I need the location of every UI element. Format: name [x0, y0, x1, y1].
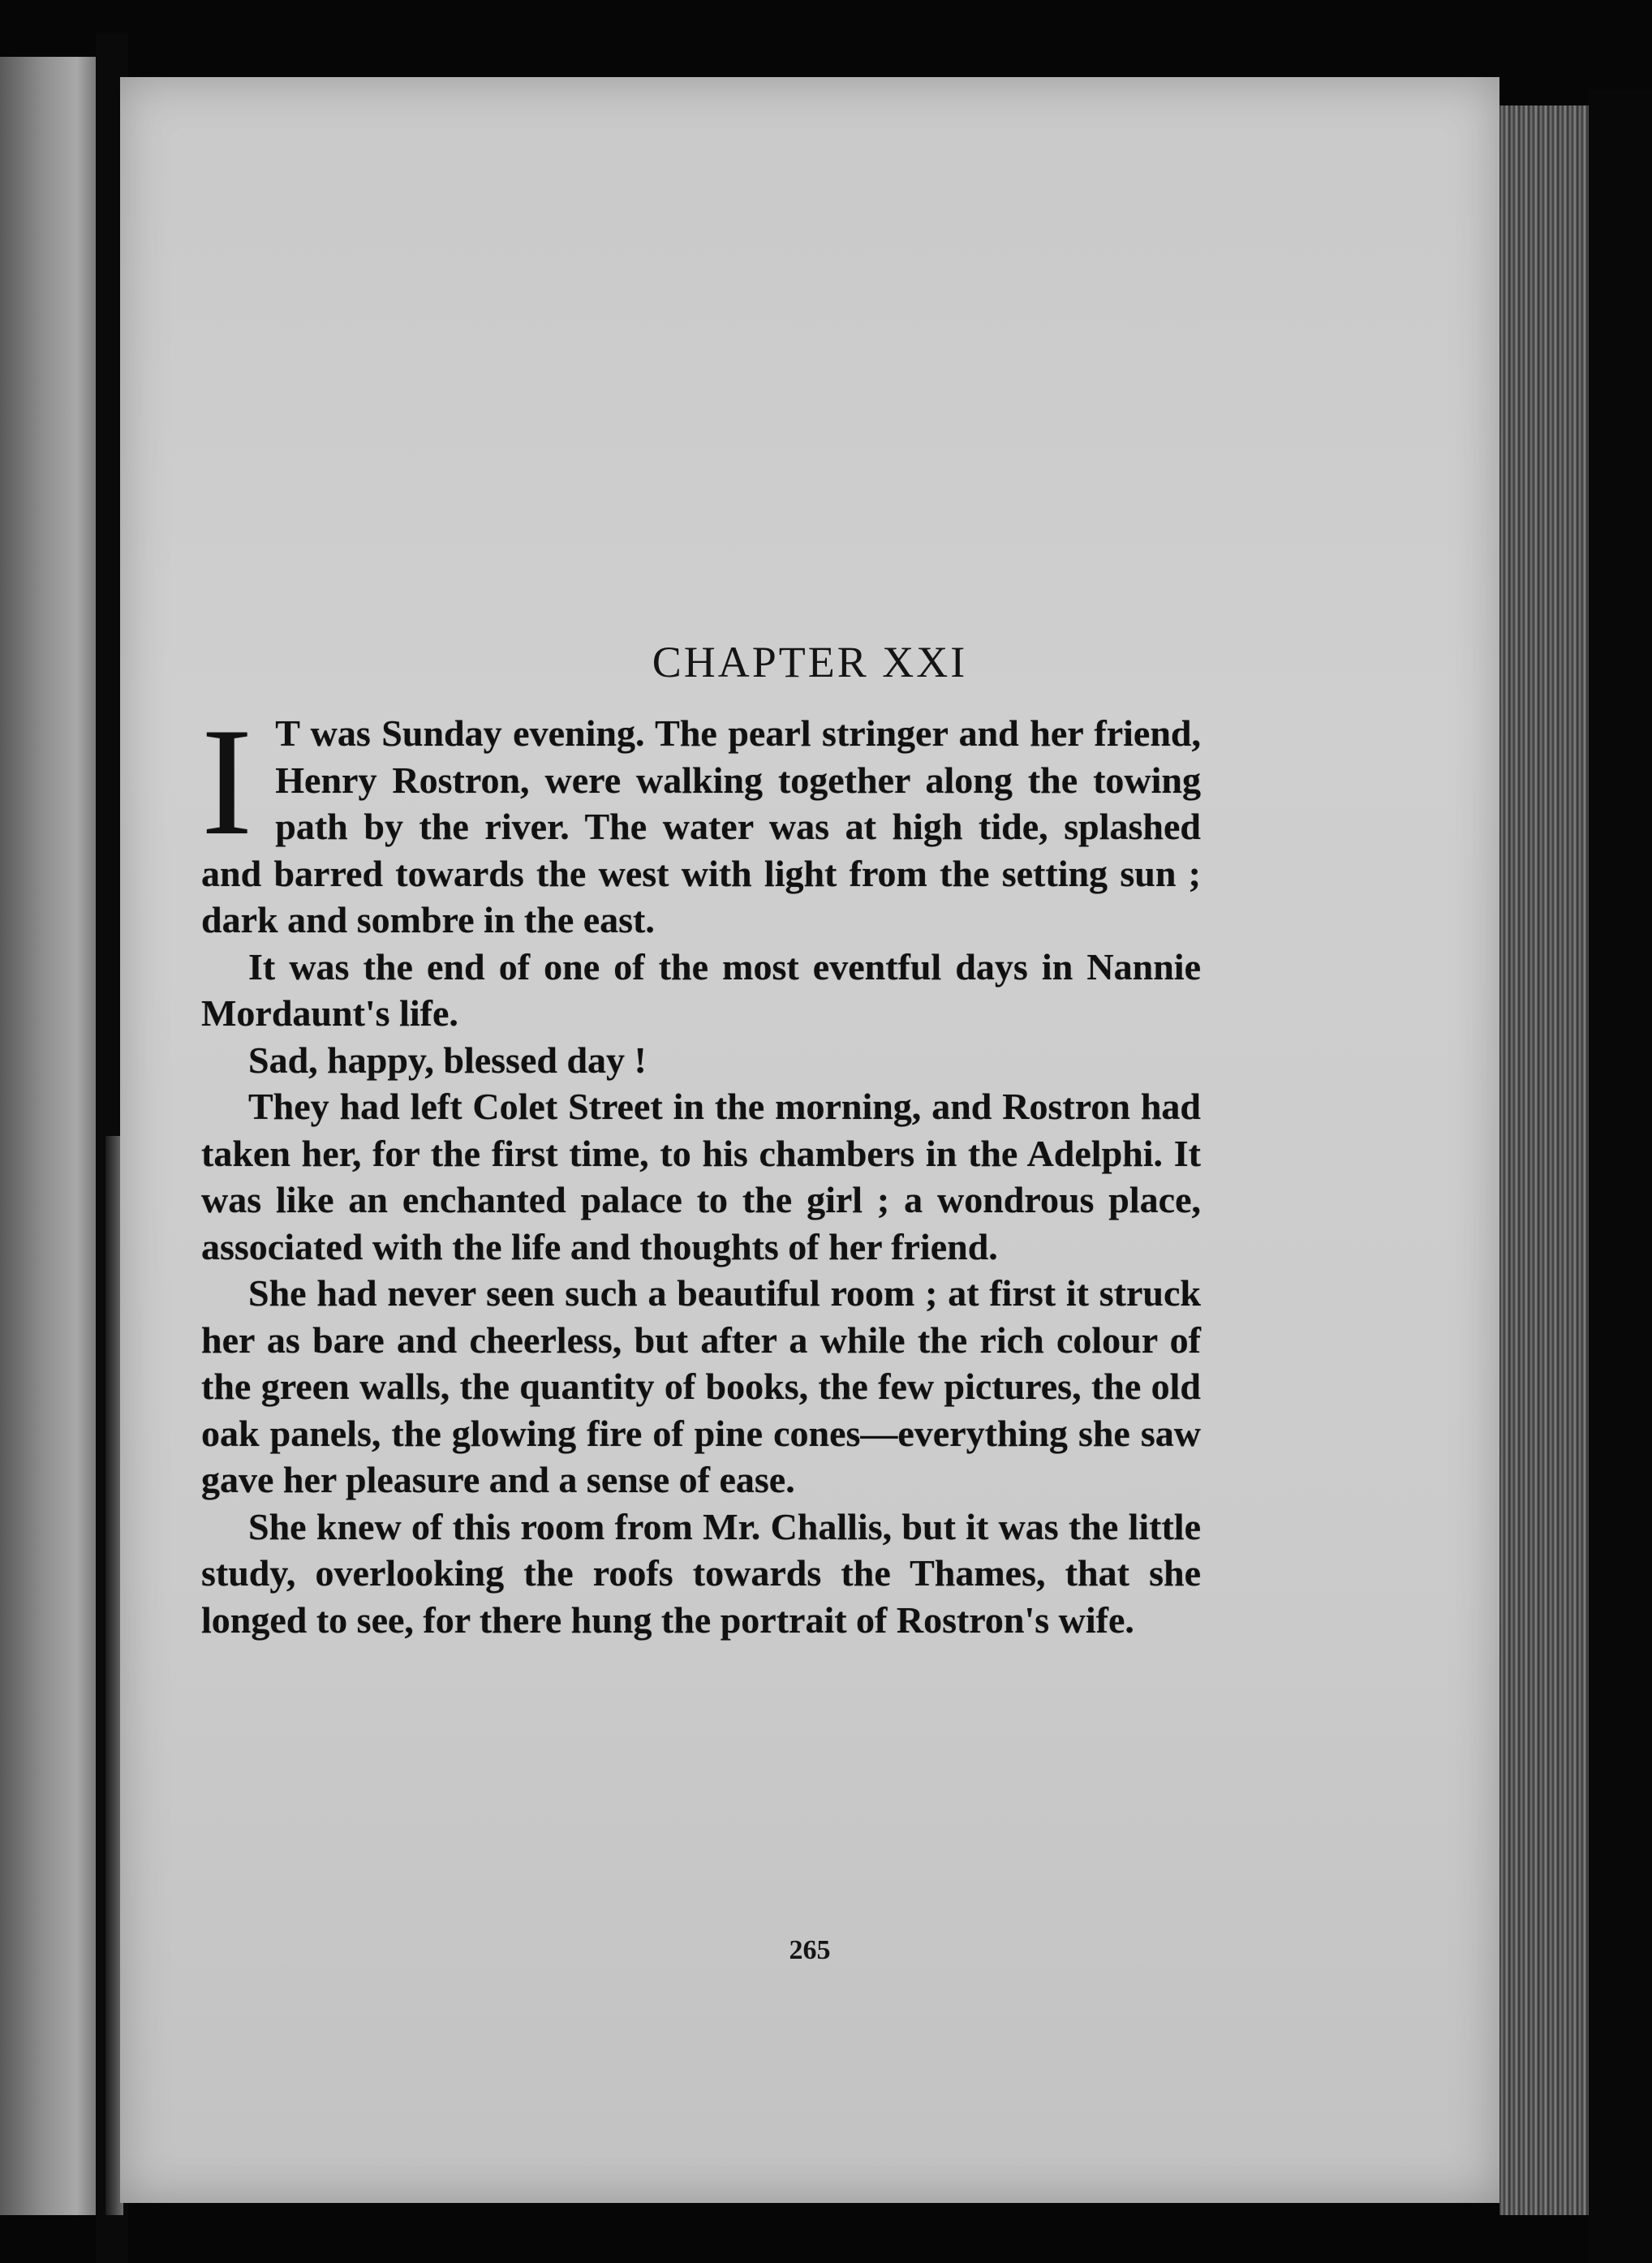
paragraph-5: She had never seen such a beautiful room ; at first it struck her as bare and cheerless, but after a while the rich colour of the green walls, the quantity of books, the few pictures, the old oak panels, the glowing fire of pine cones—everything she saw gave her pleasure and a sense of ease.	[201, 1272, 1201, 1500]
previous-page-edge	[0, 57, 96, 2215]
page-stack-edges	[1499, 105, 1589, 2215]
paragraph-1-text: T was Sunday evening. The pearl stringer and her friend, Henry Rostron, were walking together along the towing path by the river. The water was at high tide, splashed and barred towards the west with light from the setting sun ; dark and sombre in the east.	[201, 712, 1201, 940]
paragraph-2: It was the end of one of the most eventful days in Nannie Mordaunt's life.	[201, 945, 1201, 1034]
drop-cap: I	[201, 697, 253, 867]
book-page	[120, 77, 1499, 2203]
paragraph-3: Sad, happy, blessed day !	[248, 1039, 647, 1081]
scan-border	[1589, 89, 1652, 2263]
paragraph-1	[201, 697, 1201, 944]
chapter-title: CHAPTER XXI	[652, 638, 968, 686]
paragraph-4: They had left Colet Street in the morning, and Rostron had taken her, for the first time, to his chambers in the Adelphi. It was like an enchanted palace to the girl ; a wondrous place, associated with the life and thoughts of her friend.	[201, 1086, 1201, 1267]
paragraph-6: She knew of this room from Mr. Challis, but it was the little study, overlooking the roofs towards the Thames, that she longed to see, for there hung the portrait of Rostron's wife.	[201, 1505, 1201, 1641]
chapter-body	[201, 697, 1201, 1643]
page-number: 265	[789, 1935, 831, 1965]
